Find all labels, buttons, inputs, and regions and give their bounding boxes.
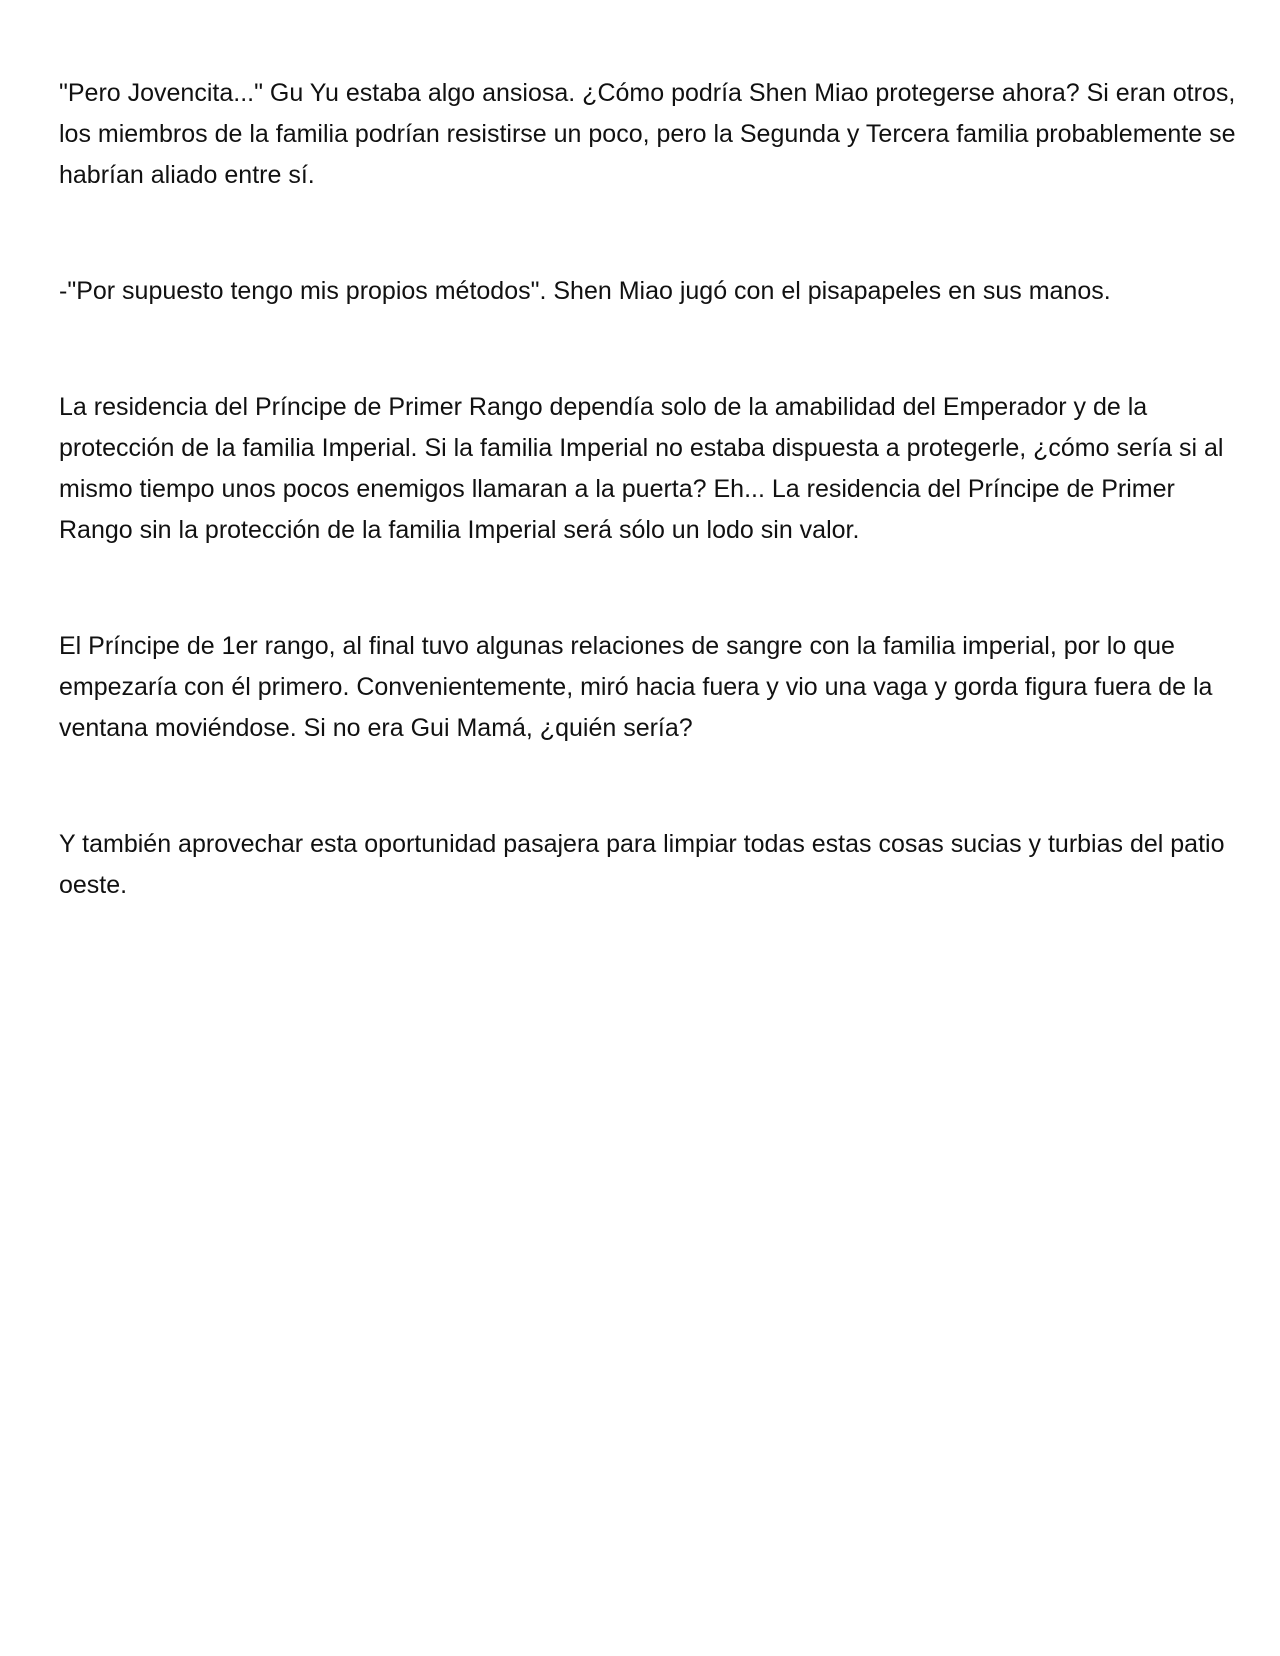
paragraph-2: -"Por supuesto tengo mis propios métodos". Shen Miao jugó con el pisapapeles en sus manos. [59,277,1111,305]
paragraph-1: "Pero Jovencita..." Gu Yu estaba algo ansiosa. ¿Cómo podría Shen Miao protegerse ahora? Si eran otros, los miembros de la familia podrían resistirse un poco, pero la Segunda y Tercera familia probablemente se habrían aliado entre sí. [59,79,1236,189]
paragraph-5: Y también aprovechar esta oportunidad pasajera para limpiar todas estas cosas sucias y turbias del patio oeste. [59,830,1225,899]
document-body [59,73,1239,981]
paragraph-3: La residencia del Príncipe de Primer Rango dependía solo de la amabilidad del Emperador y de la protección de la familia Imperial. Si la familia Imperial no estaba dispuesta a protegerle, ¿cómo sería si al mismo tiempo unos pocos enemigos llamaran a la puerta? Eh... La residencia del Príncipe de Primer Rango sin la protección de la familia Imperial será sólo un lodo sin valor. [59,393,1224,544]
paragraph-4: El Príncipe de 1er rango, al final tuvo algunas relaciones de sangre con la familia imperial, por lo que empezaría con él primero. Convenientemente, miró hacia fuera y vio una vaga y gorda figura fuera de la ventana moviéndose. Si no era Gui Mamá, ¿quién sería? [59,632,1213,742]
